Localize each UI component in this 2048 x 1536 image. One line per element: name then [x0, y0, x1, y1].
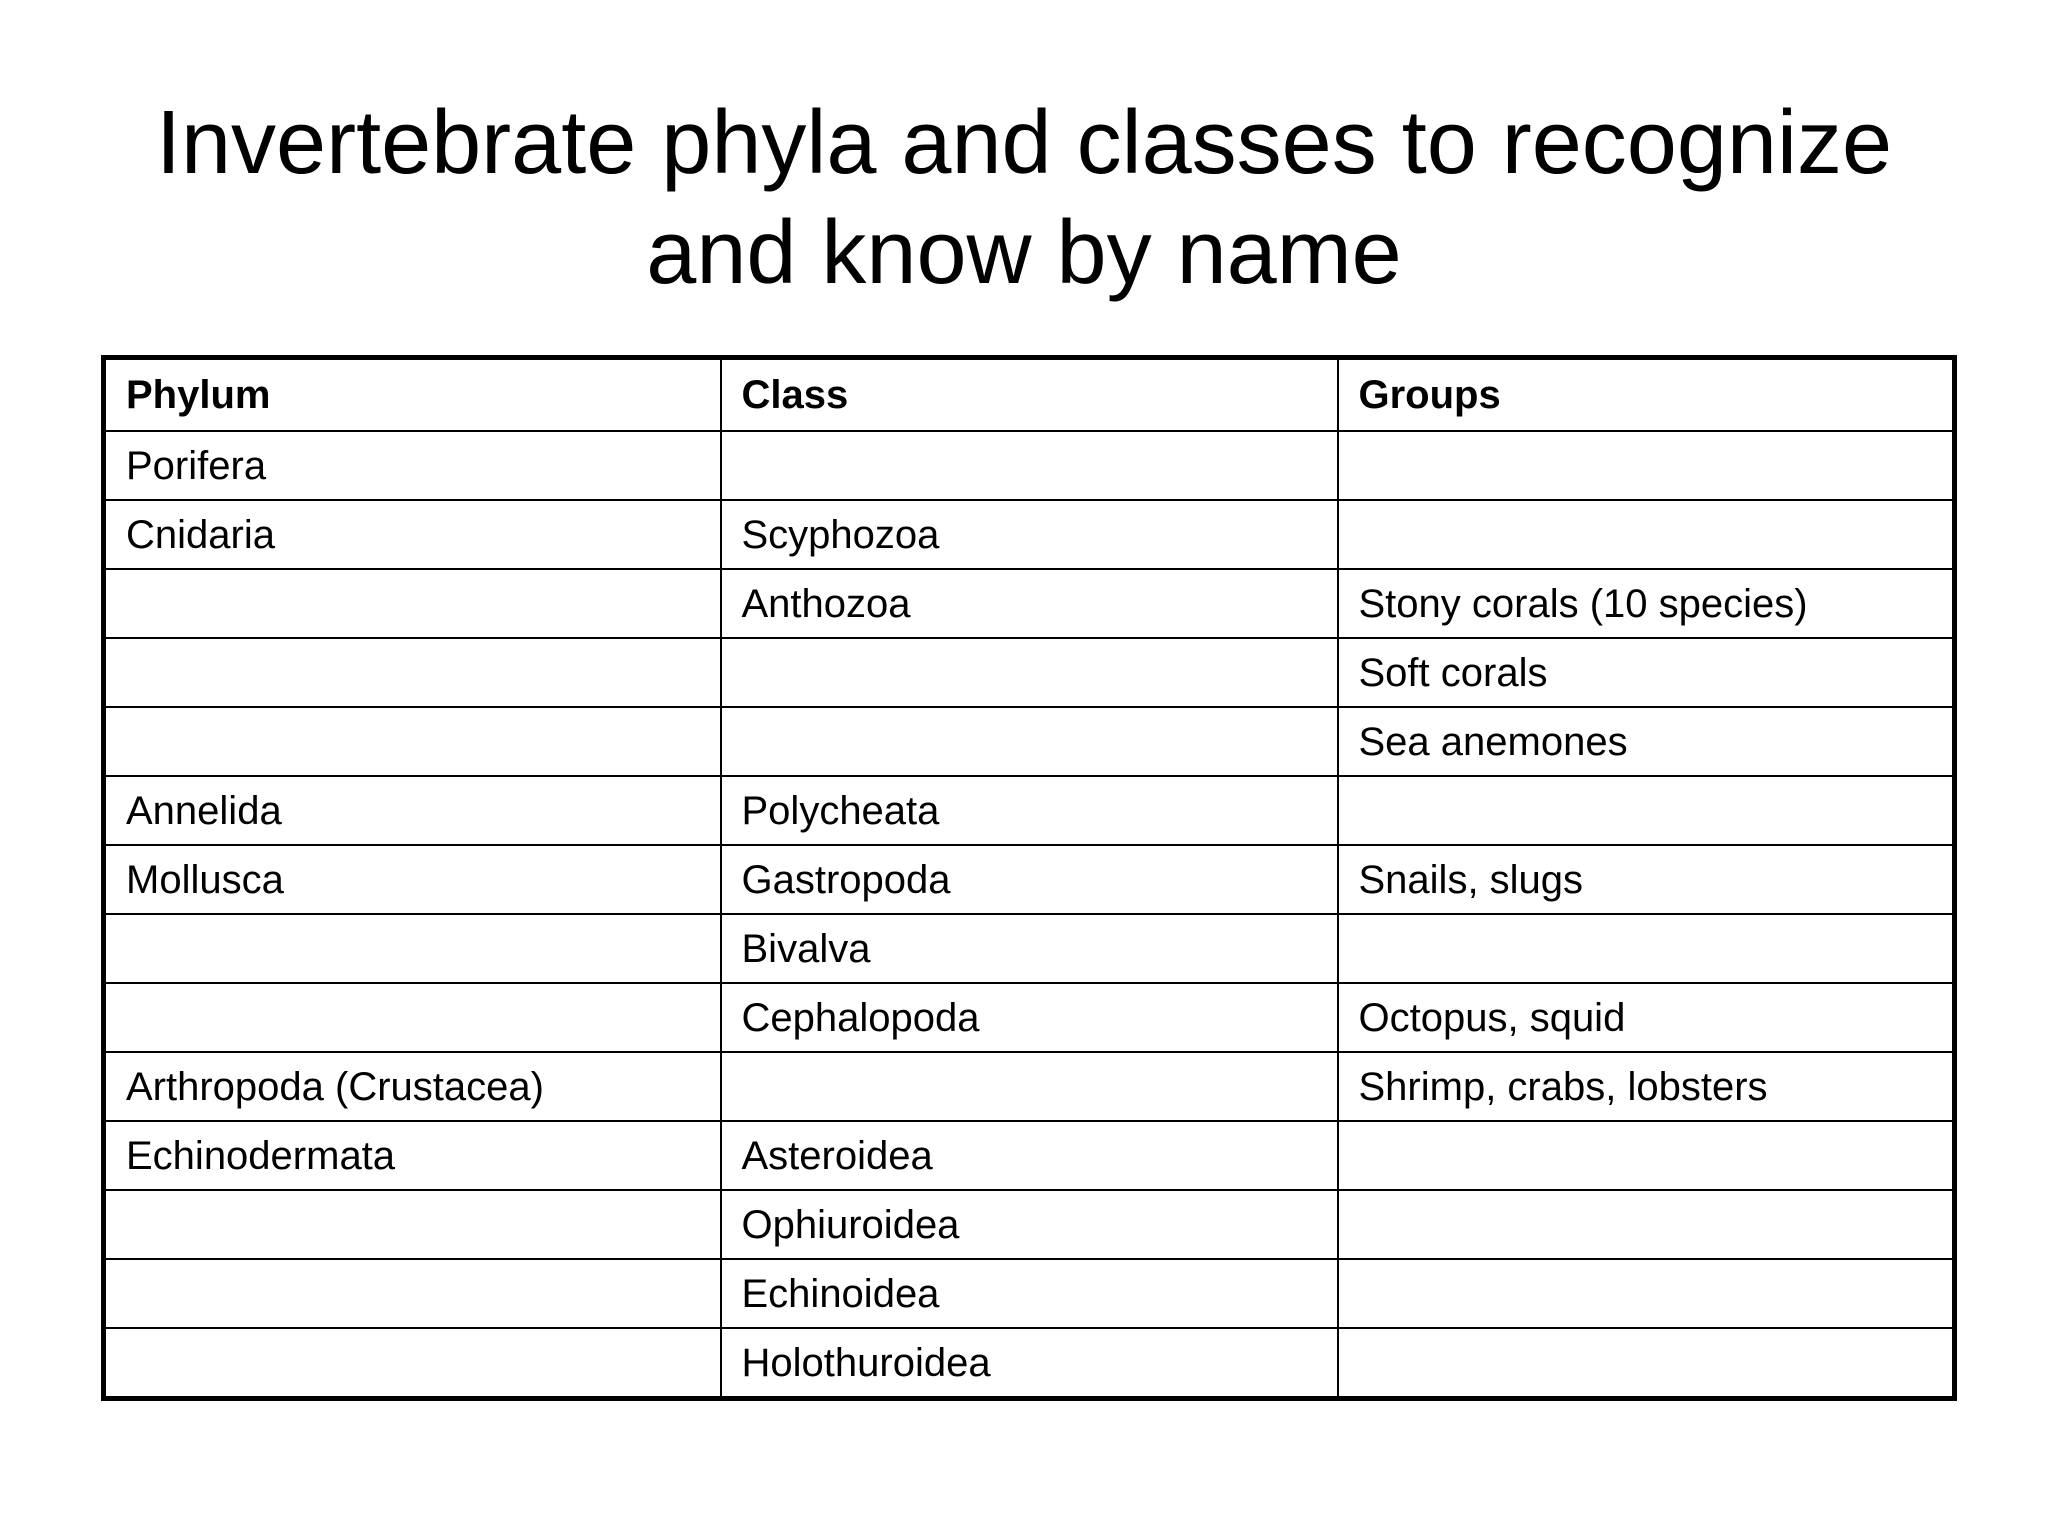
- groups-cell: Soft corals: [1338, 638, 1955, 707]
- table-row: [104, 1259, 1955, 1328]
- class-cell: Scyphozoa: [721, 500, 1338, 569]
- table-row: [104, 707, 1955, 776]
- groups-cell: [1338, 776, 1955, 845]
- phylum-cell: [104, 1328, 721, 1399]
- phylum-cell: [104, 914, 721, 983]
- groups-cell: [1338, 431, 1955, 500]
- table-row: [104, 776, 1955, 845]
- taxa-table: [101, 355, 1957, 1401]
- class-cell: Polycheata: [721, 776, 1338, 845]
- groups-cell: Sea anemones: [1338, 707, 1955, 776]
- class-cell: Holothuroidea: [721, 1328, 1338, 1399]
- phylum-cell: Annelida: [104, 776, 721, 845]
- groups-cell: [1338, 1328, 1955, 1399]
- groups-cell: Stony corals (10 species): [1338, 569, 1955, 638]
- class-cell: Echinoidea: [721, 1259, 1338, 1328]
- groups-cell: [1338, 1259, 1955, 1328]
- groups-cell: [1338, 1190, 1955, 1259]
- table-row: [104, 1052, 1955, 1121]
- table-row: [104, 431, 1955, 500]
- table-row: [104, 638, 1955, 707]
- phylum-cell: Cnidaria: [104, 500, 721, 569]
- groups-cell: Octopus, squid: [1338, 983, 1955, 1052]
- phylum-cell: [104, 1190, 721, 1259]
- slide-title-line-2: and know by name: [646, 203, 1402, 303]
- phylum-cell: Porifera: [104, 431, 721, 500]
- table-row: [104, 983, 1955, 1052]
- table-row: [104, 1190, 1955, 1259]
- header-phylum: Phylum: [104, 358, 721, 432]
- class-cell: Ophiuroidea: [721, 1190, 1338, 1259]
- phylum-cell: [104, 707, 721, 776]
- class-cell: Anthozoa: [721, 569, 1338, 638]
- groups-cell: Shrimp, crabs, lobsters: [1338, 1052, 1955, 1121]
- phylum-cell: [104, 983, 721, 1052]
- groups-cell: [1338, 914, 1955, 983]
- groups-cell: [1338, 500, 1955, 569]
- table-row: [104, 1328, 1955, 1399]
- class-cell: Bivalva: [721, 914, 1338, 983]
- class-cell: Gastropoda: [721, 845, 1338, 914]
- slide-title-line-1: Invertebrate phyla and classes to recognize: [155, 93, 1892, 193]
- groups-cell: Snails, slugs: [1338, 845, 1955, 914]
- table-header-row: [104, 358, 1955, 432]
- phylum-cell: Mollusca: [104, 845, 721, 914]
- phylum-cell: [104, 569, 721, 638]
- header-class: Class: [721, 358, 1338, 432]
- phylum-cell: Echinodermata: [104, 1121, 721, 1190]
- phylum-cell: [104, 638, 721, 707]
- table-row: [104, 845, 1955, 914]
- groups-cell: [1338, 1121, 1955, 1190]
- class-cell: Asteroidea: [721, 1121, 1338, 1190]
- class-cell: [721, 1052, 1338, 1121]
- class-cell: Cephalopoda: [721, 983, 1338, 1052]
- class-cell: [721, 638, 1338, 707]
- phylum-cell: Arthropoda (Crustacea): [104, 1052, 721, 1121]
- table-row: [104, 914, 1955, 983]
- table-row: [104, 569, 1955, 638]
- taxa-table-container: [101, 355, 1952, 1401]
- phylum-cell: [104, 1259, 721, 1328]
- table-row: [104, 500, 1955, 569]
- table-row: [104, 1121, 1955, 1190]
- header-groups: Groups: [1338, 358, 1955, 432]
- class-cell: [721, 431, 1338, 500]
- class-cell: [721, 707, 1338, 776]
- slide-title: [0, 88, 2048, 308]
